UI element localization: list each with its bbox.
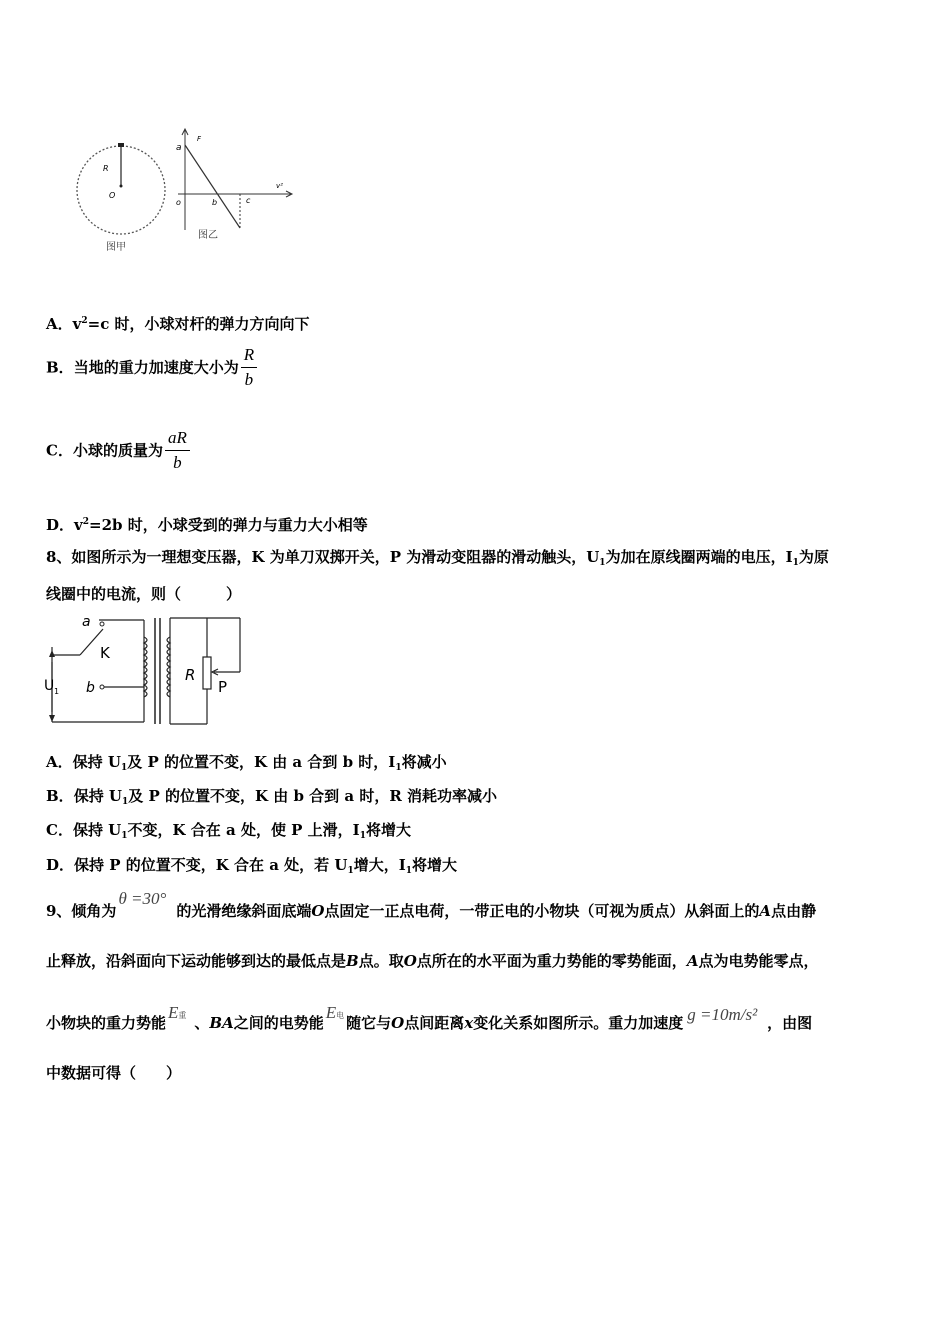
point-a: a	[176, 143, 182, 153]
fraction-ar-over-b: $\frac{aR}{b}$	[165, 428, 190, 473]
graph-line	[185, 145, 240, 228]
point-b: b	[212, 198, 218, 207]
point-c: c	[246, 196, 251, 205]
point-o: o	[176, 198, 181, 207]
circuit-label-b: b	[86, 680, 95, 696]
circuit-label-r: R	[185, 666, 196, 684]
q7-option-d: D．$v^2=2b$ 时，小球受到的弹力与重力大小相等	[46, 516, 368, 534]
q9-line3: 小物块的重力势能E重 、BA之间的电势能E电 随它与O点间距离x变化关系如图所示。重力加速度 g =10m/s² ，由图	[46, 1003, 813, 1032]
circuit-label-a: a	[82, 614, 91, 630]
axis-v2: v²	[276, 182, 283, 190]
label-R: R	[103, 164, 109, 173]
terminal-a	[100, 622, 104, 626]
q8-option-a: A．保持 $U_1$及 P 的位置不变，K 由 a 合到 b 时，$I_1$将减小	[46, 753, 447, 773]
caption-left: 图甲	[106, 242, 126, 253]
terminal-b	[100, 685, 104, 689]
q8-stem-line1: 8、如图所示为一理想变压器，K 为单刀双掷开关，P 为滑动变阻器的滑动触头，$U_1$为加在原线圈两端的电压，$I_1$为原	[46, 548, 829, 568]
ball-top	[118, 143, 124, 147]
u1-arrow-top	[49, 650, 55, 657]
circuit-label-k: K	[100, 644, 110, 662]
q7-option-a: A．$v^2=c$ 时，小球对杆的弹力方向向下	[46, 315, 310, 333]
gravity-energy-symbol: E重	[168, 1003, 187, 1022]
q7-option-c: C．小球的质量为 $\frac{aR}{b}$	[46, 428, 190, 473]
q7-option-b: B．当地的重力加速度大小为 $\frac{R}{b}$	[46, 345, 257, 390]
q9-line1: 9、倾角为θ =30°的光滑绝缘斜面底端O点固定一正点电荷，一带正电的小物块（可视为质点）从斜面上的A点由静	[46, 889, 817, 920]
axis-F: F	[197, 135, 202, 143]
q9-line4: 中数据可得（ ）	[46, 1064, 182, 1082]
figure-7	[70, 125, 300, 260]
gravity-formula: g =10m/s²	[687, 1005, 758, 1024]
q9-line2: 止释放，沿斜面向下运动能够到达的最低点是B点。取O点所在的水平面为重力势能的零势能面，A点为电势能零点，	[46, 952, 819, 970]
fraction-r-over-b: $\frac{R}{b}$	[241, 345, 257, 390]
circuit-label-u: U	[44, 678, 55, 694]
q8-stem-line2: 线圈中的电流，则（ ）	[46, 585, 242, 603]
q8-option-c: C．保持 $U_1$不变，K 合在 a 处，使 P 上滑，$I_1$将增大	[46, 821, 411, 841]
q8-option-b: B．保持 $U_1$及 P 的位置不变，K 由 b 合到 a 时，R 消耗功率减小	[46, 787, 498, 807]
pivot-point	[120, 185, 123, 188]
circuit-label-u-sub: 1	[54, 687, 60, 696]
theta-formula: θ =30°	[118, 889, 167, 908]
transformer-circuit	[44, 612, 244, 730]
q8-option-d: D．保持 P 的位置不变，K 合在 a 处，若 $U_1$增大，$I_1$将增大	[46, 856, 458, 876]
u1-arrow-bottom	[49, 715, 55, 722]
label-O: O	[109, 191, 116, 200]
circuit-label-p: P	[218, 678, 228, 696]
electric-energy-symbol: E电	[325, 1003, 345, 1022]
caption-right: 图乙	[198, 230, 218, 241]
